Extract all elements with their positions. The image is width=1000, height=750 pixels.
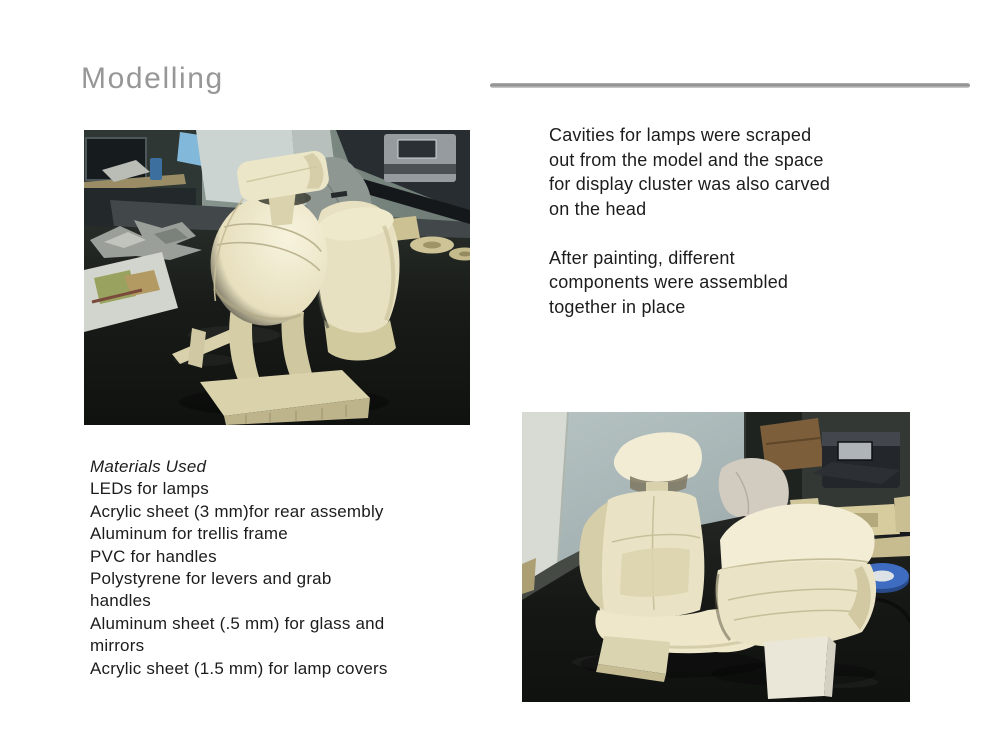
text-line: out from the model and the space (549, 149, 824, 170)
materials-item: Aluminum sheet (.5 mm) for glass and (90, 613, 385, 633)
materials-item: handles (90, 591, 151, 611)
materials-item: LEDs for lamps (90, 479, 210, 499)
materials-heading: Materials Used (90, 457, 207, 476)
body-text-right (549, 123, 949, 319)
materials-item: Aluminum for trellis frame (90, 524, 288, 544)
materials-list (90, 456, 500, 680)
materials-item: mirrors (90, 636, 145, 656)
paragraph-gap (549, 221, 949, 246)
materials-item: Acrylic sheet (1.5 mm) for lamp covers (90, 658, 388, 678)
text-line: components were assembled (549, 272, 789, 292)
materials-item: Acrylic sheet (3 mm)for rear assembly (90, 501, 384, 521)
text-line: on the head (549, 198, 647, 219)
text-line: together in place (549, 296, 686, 317)
title-divider-line (490, 83, 970, 88)
text-line: for display cluster was also carved (549, 174, 831, 194)
materials-item: Polystyrene for levers and grab (90, 569, 332, 589)
model-photo-1 (84, 130, 470, 425)
model-photo-2 (522, 412, 910, 702)
text-line: Cavities for lamps were scraped (549, 125, 812, 145)
text-line: After painting, different (549, 247, 735, 268)
page-title: Modelling (81, 62, 224, 95)
materials-item: PVC for handles (90, 546, 217, 566)
